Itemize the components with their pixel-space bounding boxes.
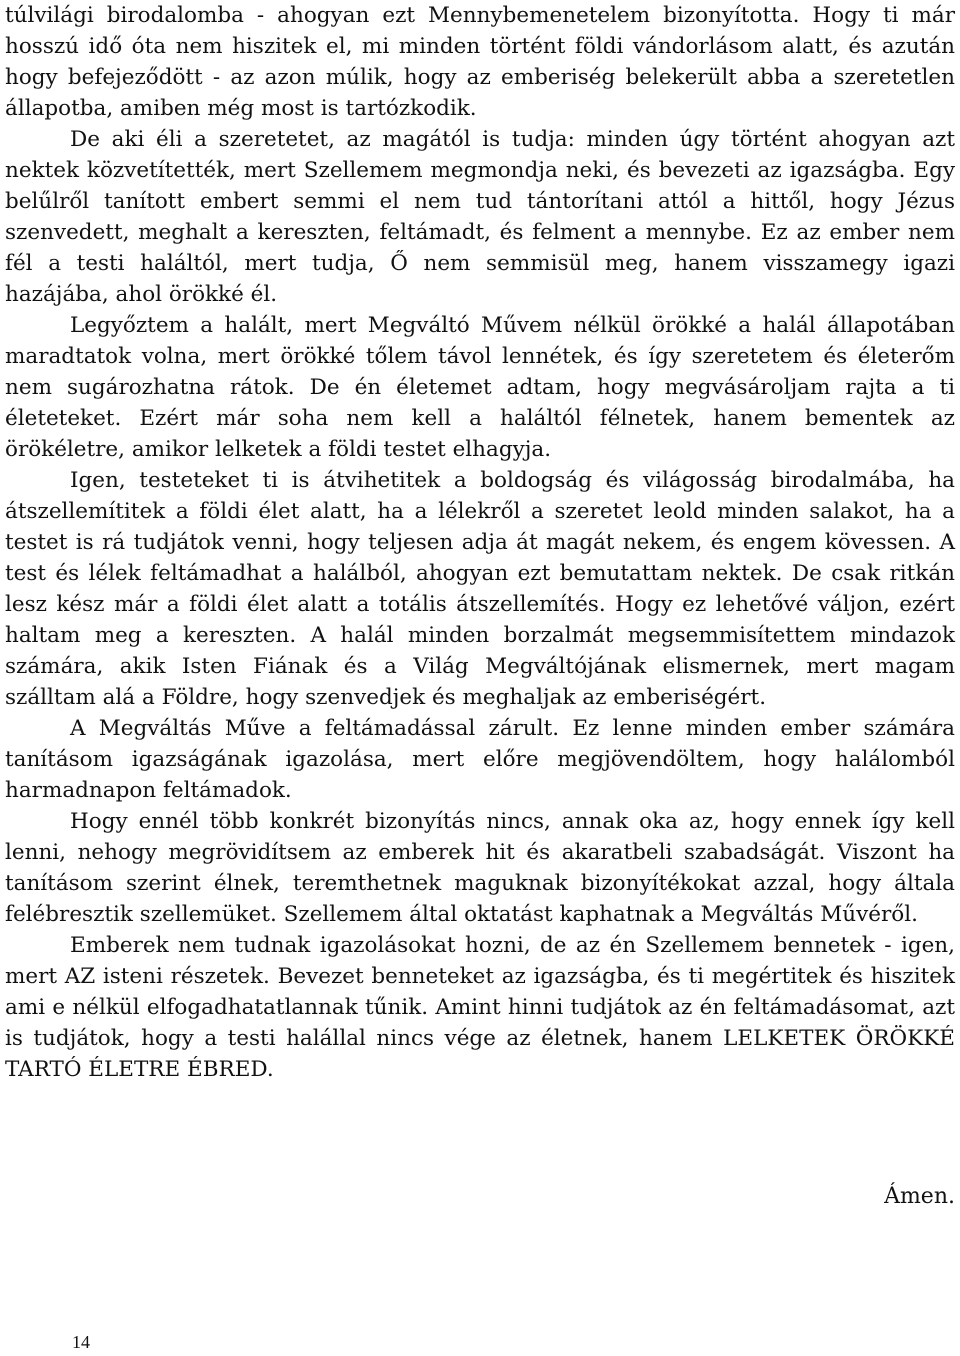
page-number: 14 <box>72 1332 90 1352</box>
paragraph: túlvilági birodalomba - ahogyan ezt Mennybemenetelem bizonyította. Hogy ti már hosszú idő óta nem hiszitek el, mi minden történt földi vándorlásom alatt, és azután hogy befejeződött - az azon múlik, hogy az emberiség belekerült abba a szeretetlen állapotba, amiben még most is tartózkodik. <box>5 3 955 121</box>
paragraph: Emberek nem tudnak igazolásokat hozni, de az én Szellemem bennetek - igen, mert AZ isteni részetek. Bevezet benneteket az igazságba, és ti megértitek és hiszitek ami e nélkül elfogadhatatlannak tűnik. Amint hinni tudjátok az én feltámadásomat, azt is tudjátok, hogy a testi halállal nincs vége az életnek, hanem LELKETEK ÖRÖKKÉ TARTÓ ÉLETRE ÉBRED. <box>5 933 955 1082</box>
closing-text: Ámen. <box>884 1184 955 1209</box>
document-body <box>5 0 955 1085</box>
paragraph: Legyőztem a halált, mert Megváltó Művem nélkül örökké a halál állapotában maradtatok volna, mert örökké tőlem távol lennétek, és így szeretetem és életerőm nem sugározhatna rátok. De én életemet adtam, hogy megvásároljam rajta a ti életeteket. Ezért már soha nem kell a haláltól félnetek, hanem bementek az örökéletre, amikor lelketek a földi testet elhagyja. <box>5 313 955 462</box>
paragraph: De aki éli a szeretetet, az magától is tudja: minden úgy történt ahogyan azt nektek közvetítették, mert Szellemem megmondja neki, és bevezeti az igazságba. Egy belűlről tanított embert semmi el nem tud tántorítani attól a hittől, hogy Jézus szenvedett, meghalt a kereszten, feltámadt, és felment a mennybe. Ez az ember nem fél a testi haláltól, mert tudja, Ő nem semmisül meg, hanem visszamegy igazi hazájába, ahol örökké él. <box>5 127 955 307</box>
paragraph: Igen, testeteket ti is átvihetitek a boldogság és világosság birodalmába, ha átszellemítitek a földi élet alatt, ha a lélekről a szeretet leold minden salakot, ha a testet is rá tudjátok venni, hogy teljesen adja át magát nekem, és engem kövessen. A test és lélek feltámadhat a halálból, ahogyan ezt bemutattam nektek. De csak ritkán lesz kész már a földi élet alatt a totális átszellemítés. Hogy ez lehetővé váljon, ezért haltam meg a kereszten. A halál minden borzalmát megsemmisítettem mindazok számára, akik Isten Fiának és a Világ Megváltójának elismernek, mert magam szálltam alá a Földre, hogy szenvedjek és meghaljak az emberiségért. <box>5 468 955 710</box>
paragraph: A Megváltás Műve a feltámadással zárult. Ez lenne minden ember számára tanításom igazságának igazolása, mert előre megjövendöltem, hogy halálomból harmadnapon feltámadok. <box>5 716 955 803</box>
paragraph: Hogy ennél több konkrét bizonyítás nincs, annak oka az, hogy ennek így kell lenni, nehogy megrövidítsem az emberek hit és akaratbeli szabadságát. Viszont ha tanításom szerint élnek, teremthetnek maguknak bizonyítékokat azzal, hogy általa felébresztik szellemüket. Szellemem által oktatást kaphatnak a Megváltás Művéről. <box>5 809 955 927</box>
